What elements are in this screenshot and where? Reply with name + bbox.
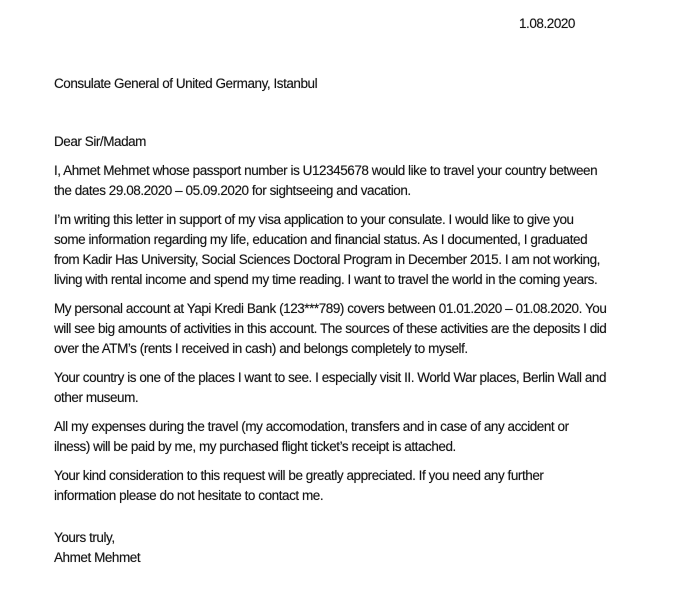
text-line: information please do not hesitate to contact me. [54, 488, 324, 503]
letter-body [54, 161, 680, 506]
paragraph [54, 466, 680, 506]
paragraph [54, 161, 680, 201]
text-line: from Kadir Has University, Social Sciences Doctoral Program in December 2015. I am not working, [54, 252, 600, 267]
closing: Yours truly, [54, 530, 115, 545]
text-line: I, Ahmet Mehmet whose passport number is U12345678 would like to travel your country between [54, 163, 598, 178]
text-line: other museum. [54, 390, 139, 405]
text-line: the dates 29.08.2020 – 05.09.2020 for sightseeing and vacation. [54, 183, 411, 198]
letter-date: 1.08.2020 [518, 16, 575, 31]
paragraph [54, 368, 680, 408]
date-row [54, 14, 680, 34]
paragraph [54, 210, 680, 290]
text-line: over the ATM’s (rents I received in cash) and belongs completely to myself. [54, 341, 468, 356]
text-line: Your kind consideration to this request will be greatly appreciated. If you need any further [54, 468, 544, 483]
paragraph [54, 299, 680, 359]
text-line: some information regarding my life, education and financial status. As I documented, I graduated [54, 232, 588, 247]
text-line: ilness) will be paid by me, my purchased flight ticket’s receipt is attached. [54, 439, 456, 454]
signature-name: Ahmet Mehmet [54, 550, 141, 565]
text-line: will see big amounts of activities in this account. The sources of these activities are the deposits I did [54, 321, 607, 336]
text-line: I’m writing this letter in support of my visa application to your consulate. I would like to give you [54, 212, 574, 227]
text-line: Your country is one of the places I want to see. I especially visit II. World War places, Berlin Wall and [54, 370, 607, 385]
text-line: All my expenses during the travel (my accomodation, transfers and in case of any accident or [54, 419, 569, 434]
text-line: living with rental income and spend my time reading. I want to travel the world in the coming years. [54, 272, 598, 287]
paragraph [54, 417, 680, 457]
salutation: Dear Sir/Madam [54, 134, 146, 149]
recipient-line: Consulate General of United Germany, Istanbul [54, 76, 318, 91]
text-line: My personal account at Yapi Kredi Bank (123***789) covers between 01.01.2020 – 01.08.2020. You [54, 301, 607, 316]
